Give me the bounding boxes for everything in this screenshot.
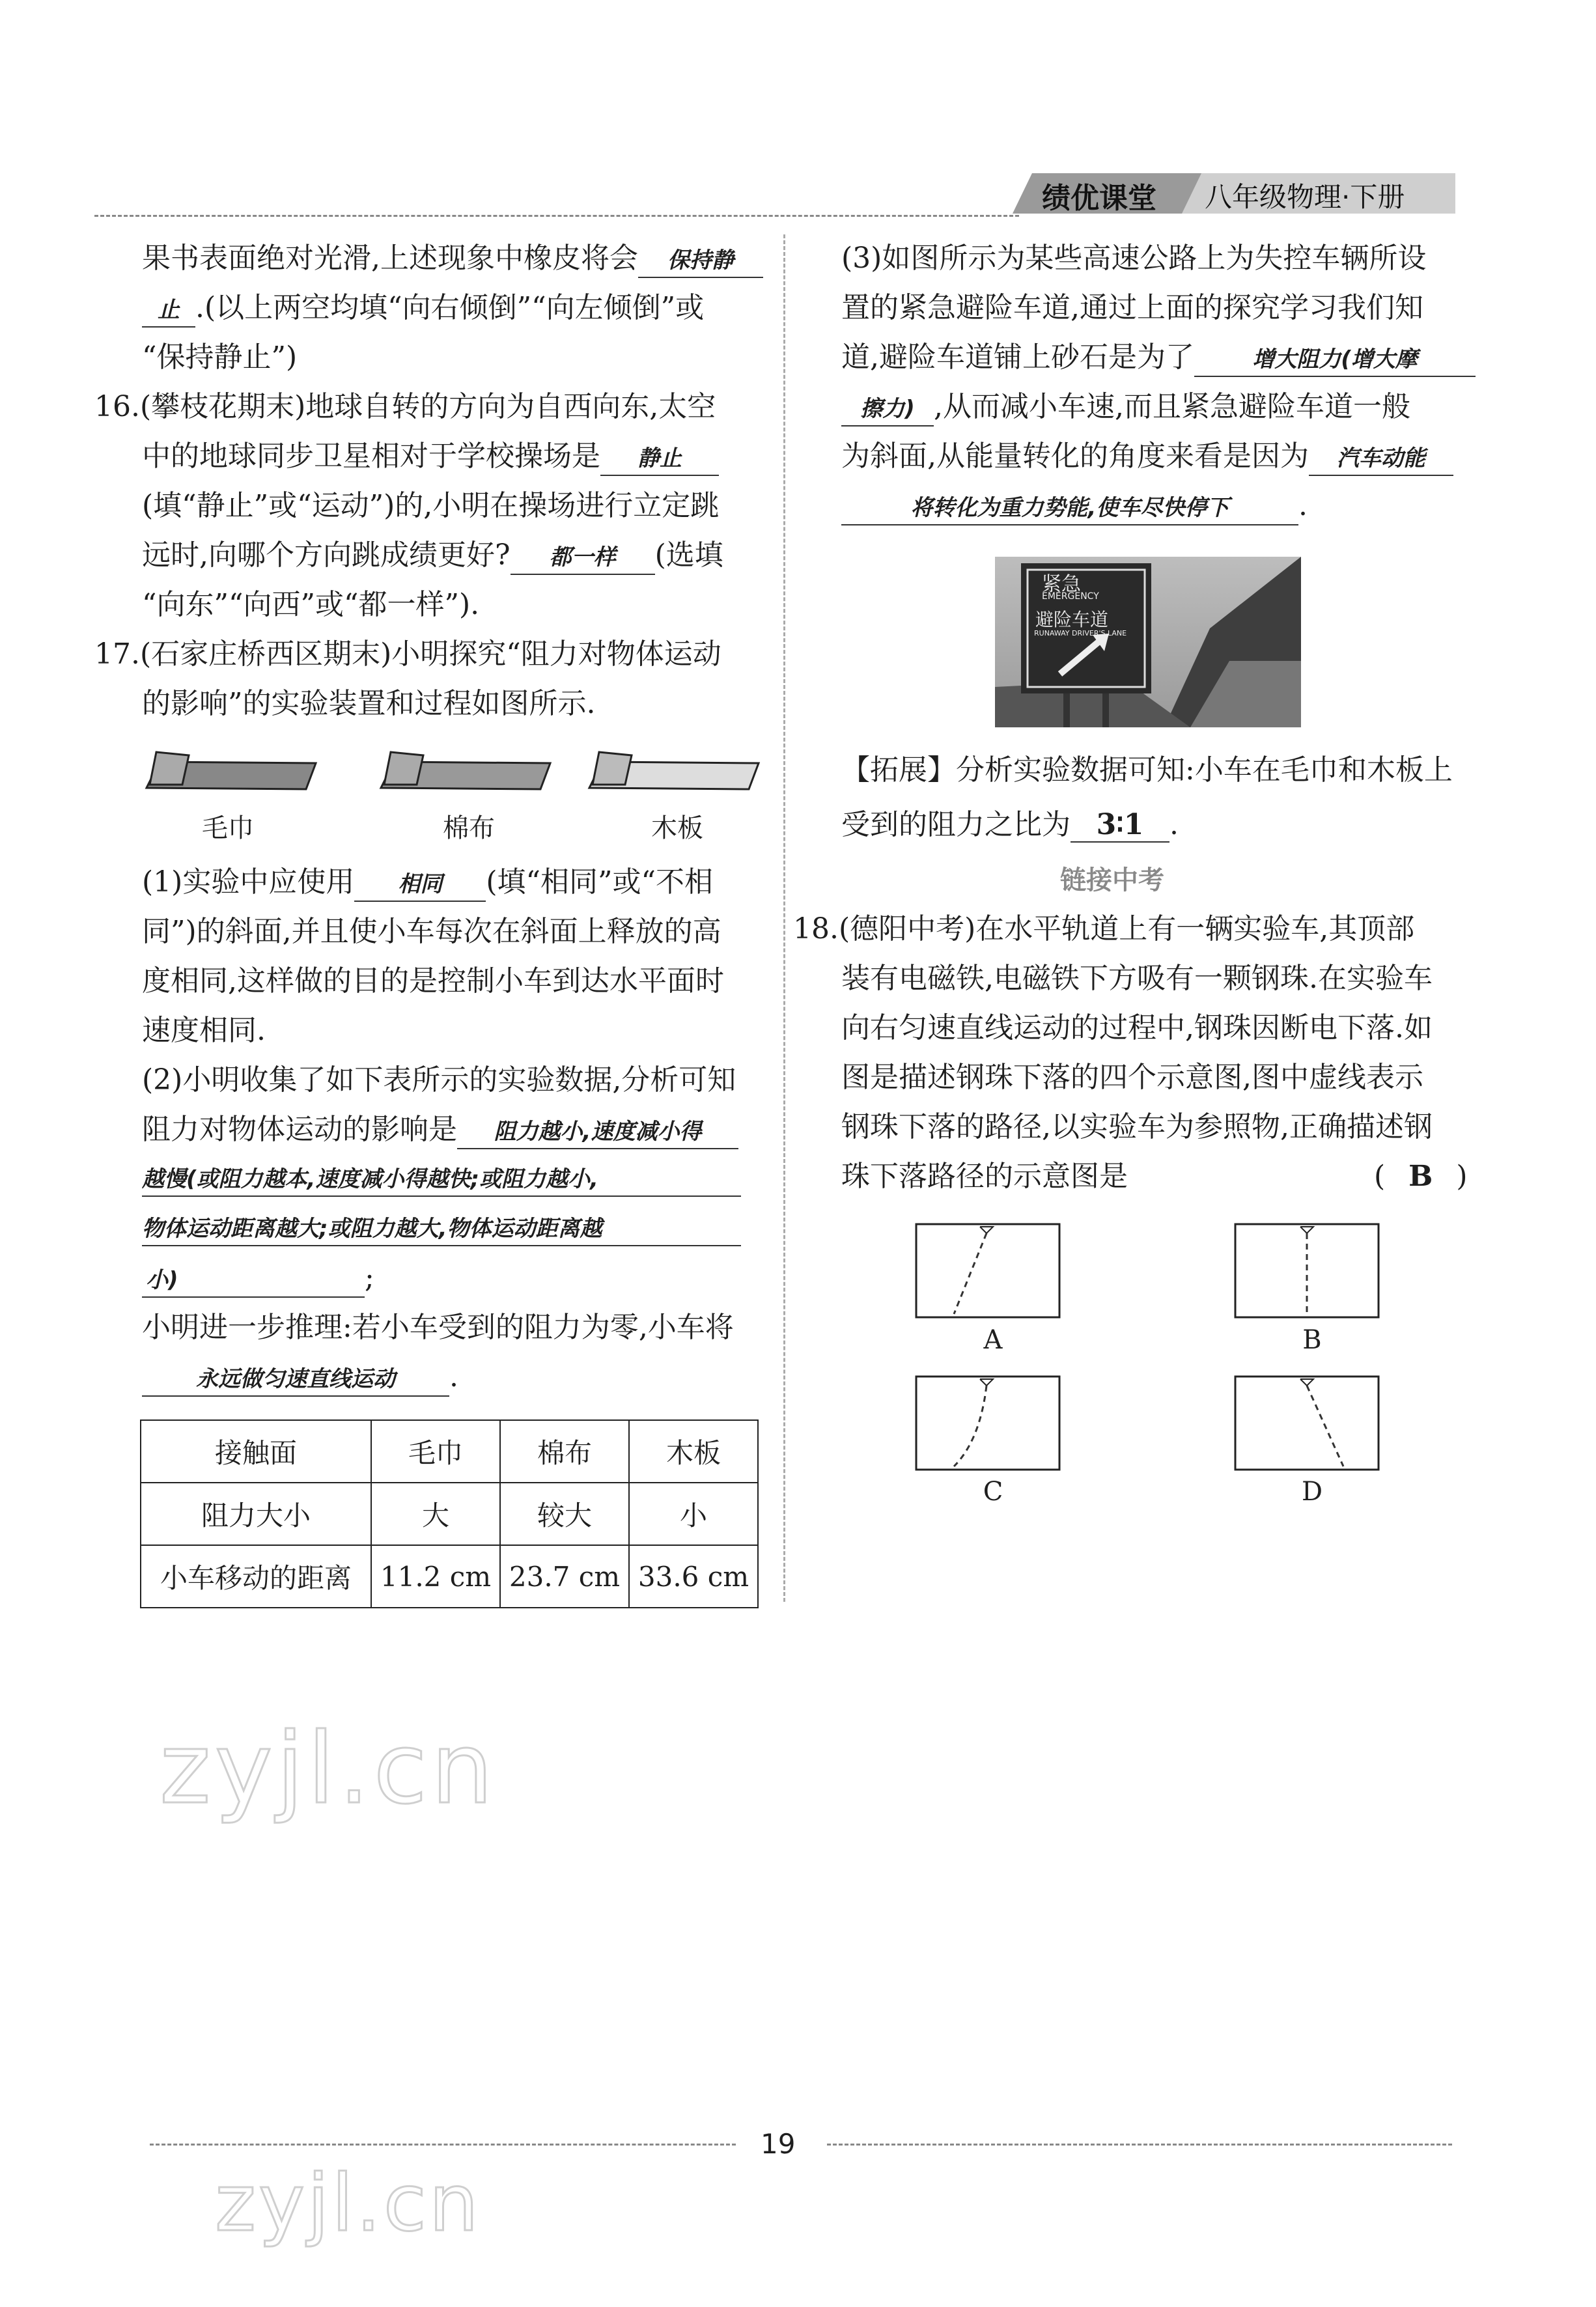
table-header-cell: 棉布 bbox=[500, 1420, 629, 1483]
column-divider bbox=[783, 234, 785, 1602]
ext-line1: 【拓展】分析实验数据可知:小车在毛巾和木板上 bbox=[841, 753, 1453, 787]
diagram-label-b: B bbox=[1302, 1325, 1322, 1355]
q16-line3: (填“静止”或“运动”)的,小明在操场进行立定跳 bbox=[142, 489, 720, 522]
ramp-towel-figure bbox=[143, 749, 319, 801]
watermark: zyjl.cn bbox=[160, 1713, 497, 1826]
answer-blank: 都一样 bbox=[511, 541, 655, 575]
footer-divider-left bbox=[150, 2144, 736, 2146]
diagram-d bbox=[1234, 1375, 1380, 1473]
p3-line4: 擦力) ,从而减小车速,而且紧急避险车道一般 bbox=[841, 391, 1410, 426]
answer-blank: 永远做匀速直线运动 bbox=[142, 1363, 449, 1397]
answer-blank: 增大阻力(增大摩 bbox=[1194, 343, 1476, 377]
table-header-cell: 木板 bbox=[629, 1420, 758, 1483]
q17-p2-line6: 小明进一步推理:若小车受到的阻力为零,小车将 bbox=[142, 1311, 734, 1344]
answer-blank: 阻力越小,速度减小得 bbox=[457, 1115, 738, 1149]
table-cell: 阻力大小 bbox=[141, 1483, 371, 1545]
answer-blank: 3∶1 bbox=[1071, 809, 1169, 843]
q18-line2: 装有电磁铁,电磁铁下方吸有一颗钢珠.在实验车 bbox=[841, 962, 1433, 995]
q15-tail-line2: 止 .(以上两空均填“向右倾倒”“向左倾倒”或 bbox=[142, 292, 704, 328]
p3-line3: 道,避险车道铺上砂石是为了 增大阻力(增大摩 bbox=[841, 341, 1476, 377]
header-brand: 绩优课堂 bbox=[1042, 182, 1156, 215]
sign-text-main: 避险车道 bbox=[1035, 609, 1109, 630]
q17-p2-line1: (2)小明收集了如下表所示的实验数据,分析可知 bbox=[142, 1063, 736, 1097]
q17-p1-line1: (1)实验中应使用 相同 (填“相同”或“不相 bbox=[142, 866, 713, 902]
answer-blank: 静止 bbox=[600, 442, 719, 476]
sign-text-en1: EMERGENCY bbox=[1042, 591, 1099, 602]
q18-answer-bracket: ( B ) bbox=[1374, 1160, 1468, 1193]
q17-p1-line2: 同”)的斜面,并且使小车每次在斜面上释放的高 bbox=[142, 915, 721, 948]
sign-text-en2: RUNAWAY DRIVER'S LANE bbox=[1034, 629, 1127, 637]
table-header-cell: 接触面 bbox=[141, 1420, 371, 1483]
p3-line5: 为斜面,从能量转化的角度来看是因为 汽车动能 bbox=[841, 440, 1453, 476]
q17-line2: 的影响”的实验装置和过程如图所示. bbox=[142, 687, 596, 720]
emergency-lane-photo bbox=[995, 557, 1301, 727]
diagram-label-a: A bbox=[983, 1325, 1003, 1355]
answer-choice: B bbox=[1408, 1160, 1433, 1193]
q15-tail-line3: “保持静止”) bbox=[142, 341, 298, 374]
q16-line2: 中的地球同步卫星相对于学校操场是 静止 bbox=[142, 440, 719, 476]
q17-p2-line2: 阻力对物体运动的影响是 阻力越小,速度减小得 bbox=[142, 1113, 738, 1149]
q17-p2-line5: 小) ; bbox=[142, 1262, 374, 1298]
q18-line5: 钢珠下落的路径,以实验车为参照物,正确描述钢 bbox=[841, 1110, 1433, 1143]
answer-blank: 保持静 bbox=[638, 244, 763, 278]
q17-line1: 17.(石家庄桥西区期末)小明探究“阻力对物体运动 bbox=[94, 637, 721, 671]
data-table bbox=[140, 1419, 759, 1608]
answer-blank: 擦力) bbox=[841, 393, 934, 426]
ramp-wood-figure bbox=[586, 749, 762, 801]
table-header-row bbox=[141, 1420, 758, 1483]
q17-p1-line3: 度相同,这样做的目的是控制小车到达水平面时 bbox=[142, 964, 724, 998]
q17-p1-line4: 速度相同. bbox=[142, 1014, 266, 1047]
diagram-label-d: D bbox=[1301, 1477, 1323, 1507]
q18-line3: 向右匀速直线运动的过程中,钢珠因断电下落.如 bbox=[841, 1011, 1433, 1044]
p3-line1: (3)如图所示为某些高速公路上为失控车辆所设 bbox=[841, 242, 1427, 275]
q17-p2-line7: 永远做匀速直线运动 . bbox=[142, 1361, 458, 1397]
table-row bbox=[141, 1483, 758, 1545]
table-row bbox=[141, 1545, 758, 1608]
table-cell: 小 bbox=[629, 1483, 758, 1545]
table-cell: 33.6 cm bbox=[629, 1545, 758, 1608]
diagram-b bbox=[1234, 1223, 1380, 1321]
answer-blank: 将转化为重力势能,使车尽快停下 bbox=[841, 492, 1298, 525]
p3-line6: 将转化为重力势能,使车尽快停下 . bbox=[841, 490, 1308, 525]
p3-line2: 置的紧急避险车道,通过上面的探究学习我们知 bbox=[841, 291, 1423, 324]
q16-line5: “向东”“向西”或“都一样”). bbox=[142, 588, 480, 621]
table-header-cell: 毛巾 bbox=[371, 1420, 500, 1483]
answer-blank: 止 bbox=[142, 294, 195, 328]
page-number: 19 bbox=[761, 2128, 796, 2160]
q17-p2-answer-line3: 越慢(或阻力越本,速度减小得越快;或阻力越小, bbox=[142, 1163, 741, 1197]
q18-line4: 图是描述钢珠下落的四个示意图,图中虚线表示 bbox=[841, 1061, 1423, 1094]
diagram-a bbox=[915, 1223, 1061, 1321]
diagram-c bbox=[915, 1375, 1061, 1473]
ramp-label-cotton: 棉布 bbox=[443, 813, 495, 843]
header-divider bbox=[94, 215, 1019, 217]
table-cell: 较大 bbox=[500, 1483, 629, 1545]
q18-line1: 18.(德阳中考)在水平轨道上有一辆实验车,其顶部 bbox=[793, 912, 1415, 945]
q16-line1: 16.(攀枝花期末)地球自转的方向为自西向东,太空 bbox=[94, 390, 716, 423]
answer-blank: 小) bbox=[142, 1264, 365, 1298]
ramp-cotton-figure bbox=[378, 749, 553, 801]
watermark-footer: zyjl.cn bbox=[215, 2159, 481, 2249]
table-cell: 小车移动的距离 bbox=[141, 1545, 371, 1608]
ramp-label-towel: 毛巾 bbox=[202, 813, 254, 843]
diagram-label-c: C bbox=[983, 1477, 1003, 1507]
answer-blank: 相同 bbox=[354, 868, 486, 902]
sign-text-top: 紧急 bbox=[1042, 573, 1081, 596]
table-cell: 11.2 cm bbox=[371, 1545, 500, 1608]
ext-line2: 受到的阻力之比为 3∶1 . bbox=[841, 808, 1179, 841]
section-title: 链接中考 bbox=[1060, 865, 1164, 895]
footer-divider-right bbox=[827, 2144, 1452, 2146]
table-cell: 23.7 cm bbox=[500, 1545, 629, 1608]
table-cell: 大 bbox=[371, 1483, 500, 1545]
q15-tail-line1: 果书表面绝对光滑,上述现象中橡皮将会 保持静 bbox=[142, 242, 763, 278]
answer-blank: 汽车动能 bbox=[1309, 442, 1453, 476]
q18-line6: 珠下落路径的示意图是 bbox=[841, 1160, 1128, 1193]
header-subtitle: 八年级物理·下册 bbox=[1205, 181, 1405, 213]
q17-p2-answer-line4: 物体运动距离越大;或阻力越大,物体运动距离越 bbox=[142, 1212, 741, 1246]
ramp-label-wood: 木板 bbox=[651, 813, 703, 843]
q16-line4: 远时,向哪个方向跳成绩更好? 都一样 (选填 bbox=[142, 539, 723, 575]
